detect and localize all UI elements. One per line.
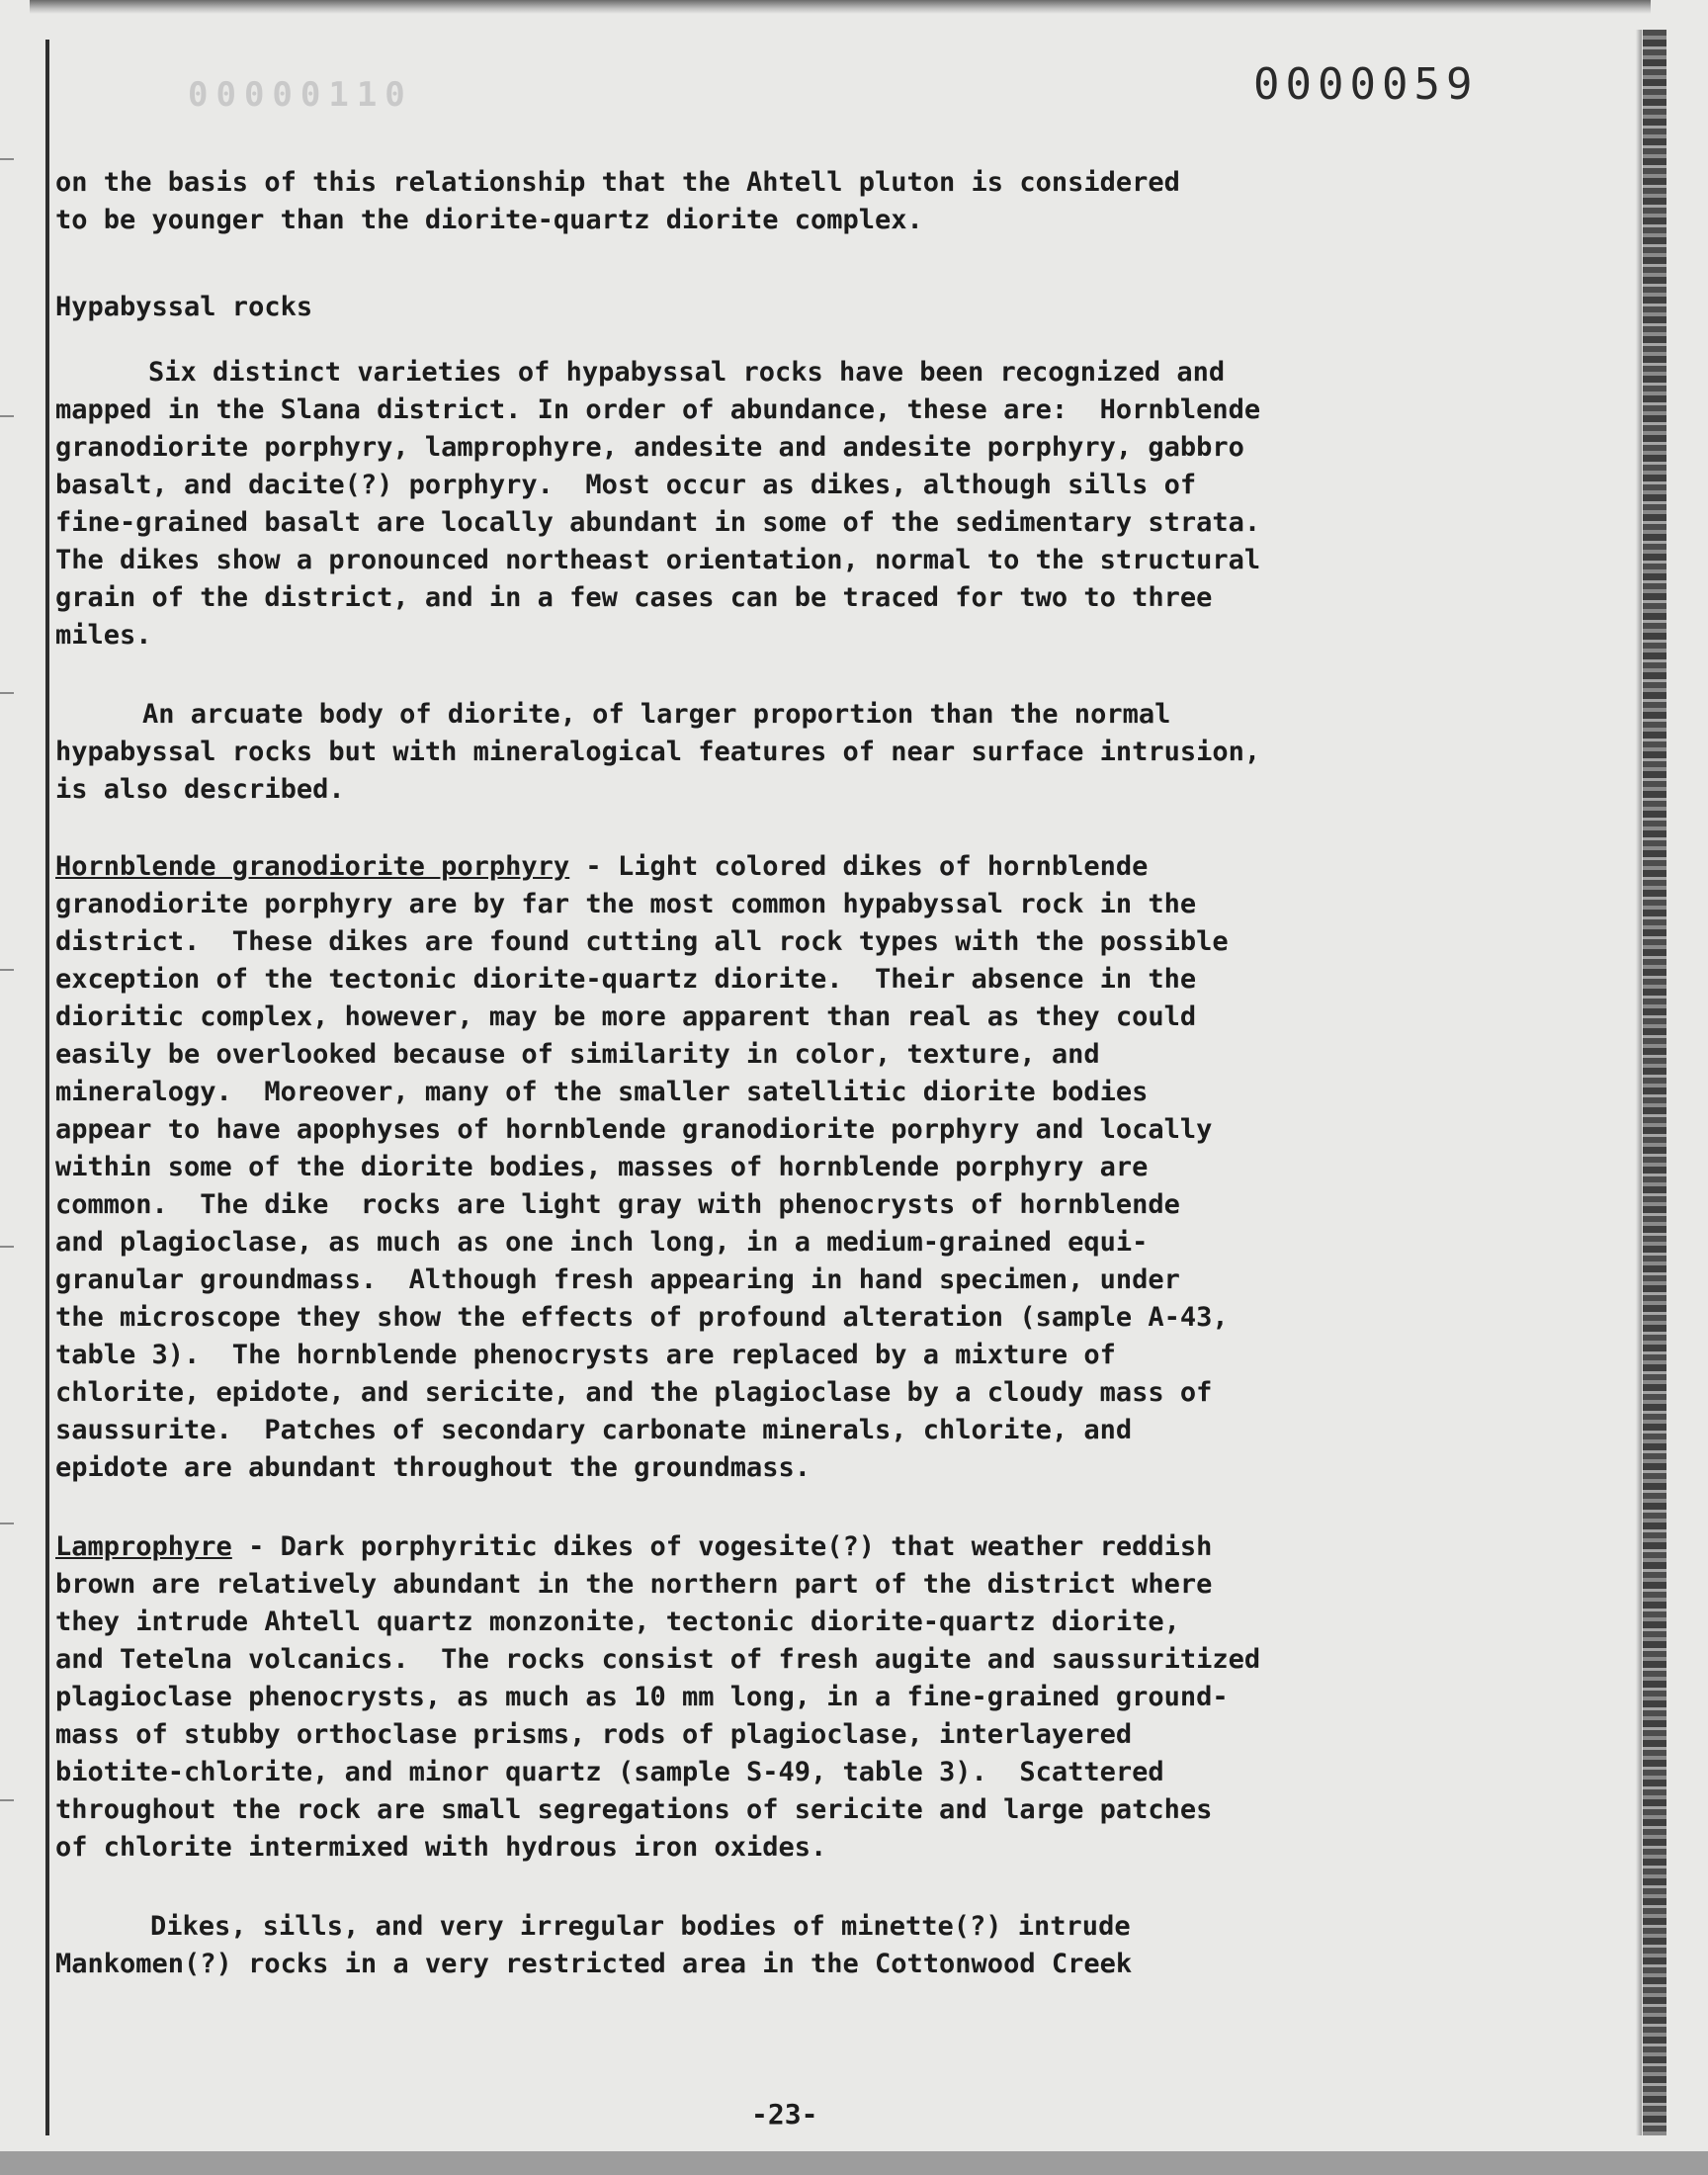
document-number: 0000059	[1253, 59, 1479, 110]
heading-lamprophyre: Lamprophyre	[55, 1531, 232, 1562]
page-right-shadow	[1636, 30, 1642, 2135]
page-left-edge	[45, 40, 49, 2135]
margin-tick	[0, 969, 14, 971]
page-top-edge	[30, 0, 1651, 14]
paragraph-continuation: on the basis of this relationship that the Ahtell pluton is considered to be younger than the diorite-quartz diorite complex.	[55, 167, 1180, 235]
heading-dash: -	[569, 851, 618, 882]
margin-tick	[0, 415, 14, 417]
scan-bottom-band	[0, 2151, 1708, 2175]
heading-hornblende-granodiorite-porphyry: Hornblende granodiorite porphyry	[55, 851, 570, 882]
page-number: -23-	[751, 2098, 818, 2131]
margin-tick	[0, 158, 14, 160]
heading-dash: -	[231, 1531, 281, 1562]
paragraph-lamprophyre-body: Dark porphyritic dikes of vogesite(?) that weather reddish brown are relatively abundant in the northern part of the district where they intrude Ahtell quartz monzonite, tectonic diorite-quartz diorite, and Tetelna volcanics. The rocks consist of fresh augite and saussuritized plagioclase phenocrysts, as much as 10 mm long, in a fine-grained ground- mass of stubby orthoclase prisms, rods of plagioclase, interlayered biotite-chlorite, and minor quartz (sample S-49, table 3). Scattered throughout the rock are small segregations of sericite and large patches of chlorite intermixed with hydrous iron oxides.	[55, 1531, 1261, 1863]
margin-tick	[0, 1522, 14, 1524]
margin-tick	[0, 692, 14, 694]
paragraph-hornblende-body: Light colored dikes of hornblende granodiorite porphyry are by far the most common hypabyssal rock in the district. These dikes are found cutting all rock types with the possible exception of the tectonic diorite-quartz diorite. Their absence in the dioritic complex, however, may be more apparent than real as they could easily be overlooked because of similarity in color, texture, and mineralogy. Moreover, many of the smaller satellitic diorite bodies appear to have apophyses of hornblende granodiorite porphyry and locally within some of the diorite bodies, masses of hornblende porphyry are common. The dike rocks are light gray with phenocrysts of hornblende and plagioclase, as much as one inch long, in a medium-grained equi- granular groundmass. Although fresh appearing in hand specimen, under the microscope they show the effects of profound alteration (sample A-43, table 3). The hornblende phenocrysts are replaced by a mixture of chlorite, epidote, and sericite, and the plagioclase by a cloudy mass of saussurite. Patches of secondary carbonate minerals, chlorite, and epidote are abundant throughout the groundmass.	[55, 851, 1229, 1483]
margin-tick	[0, 1799, 14, 1801]
page-right-edge	[1643, 30, 1666, 2135]
section-lamprophyre	[55, 1528, 1607, 1867]
margin-tick	[0, 1246, 14, 1248]
bleed-through-number: 00000110	[188, 75, 413, 115]
section-hornblende	[55, 848, 1607, 1487]
paragraph-minette: Dikes, sills, and very irregular bodies of minette(?) intrude Mankomen(?) rocks in a very restricted area in the Cottonwood Creek	[55, 1911, 1133, 1979]
paragraph-arcuate-body: An arcuate body of diorite, of larger proportion than the normal hypabyssal rocks but with mineralogical features of near surface intrusion, is also described.	[55, 699, 1261, 805]
paragraph-hypabyssal-varieties: Six distinct varieties of hypabyssal rocks have been recognized and mapped in the Slana district. In order of abundance, these are: Hornblende granodiorite porphyry, lamprophyre, andesite and andesite porphyry, gabbro basalt, and dacite(?) porphyry. Most occur as dikes, although sills of fine-grained basalt are locally abundant in some of the sedimentary strata. The dikes show a pronounced northeast orientation, normal to the structural grain of the district, and in a few cases can be traced for two to three miles.	[55, 357, 1261, 651]
heading-hypabyssal-rocks: Hypabyssal rocks	[55, 292, 313, 322]
